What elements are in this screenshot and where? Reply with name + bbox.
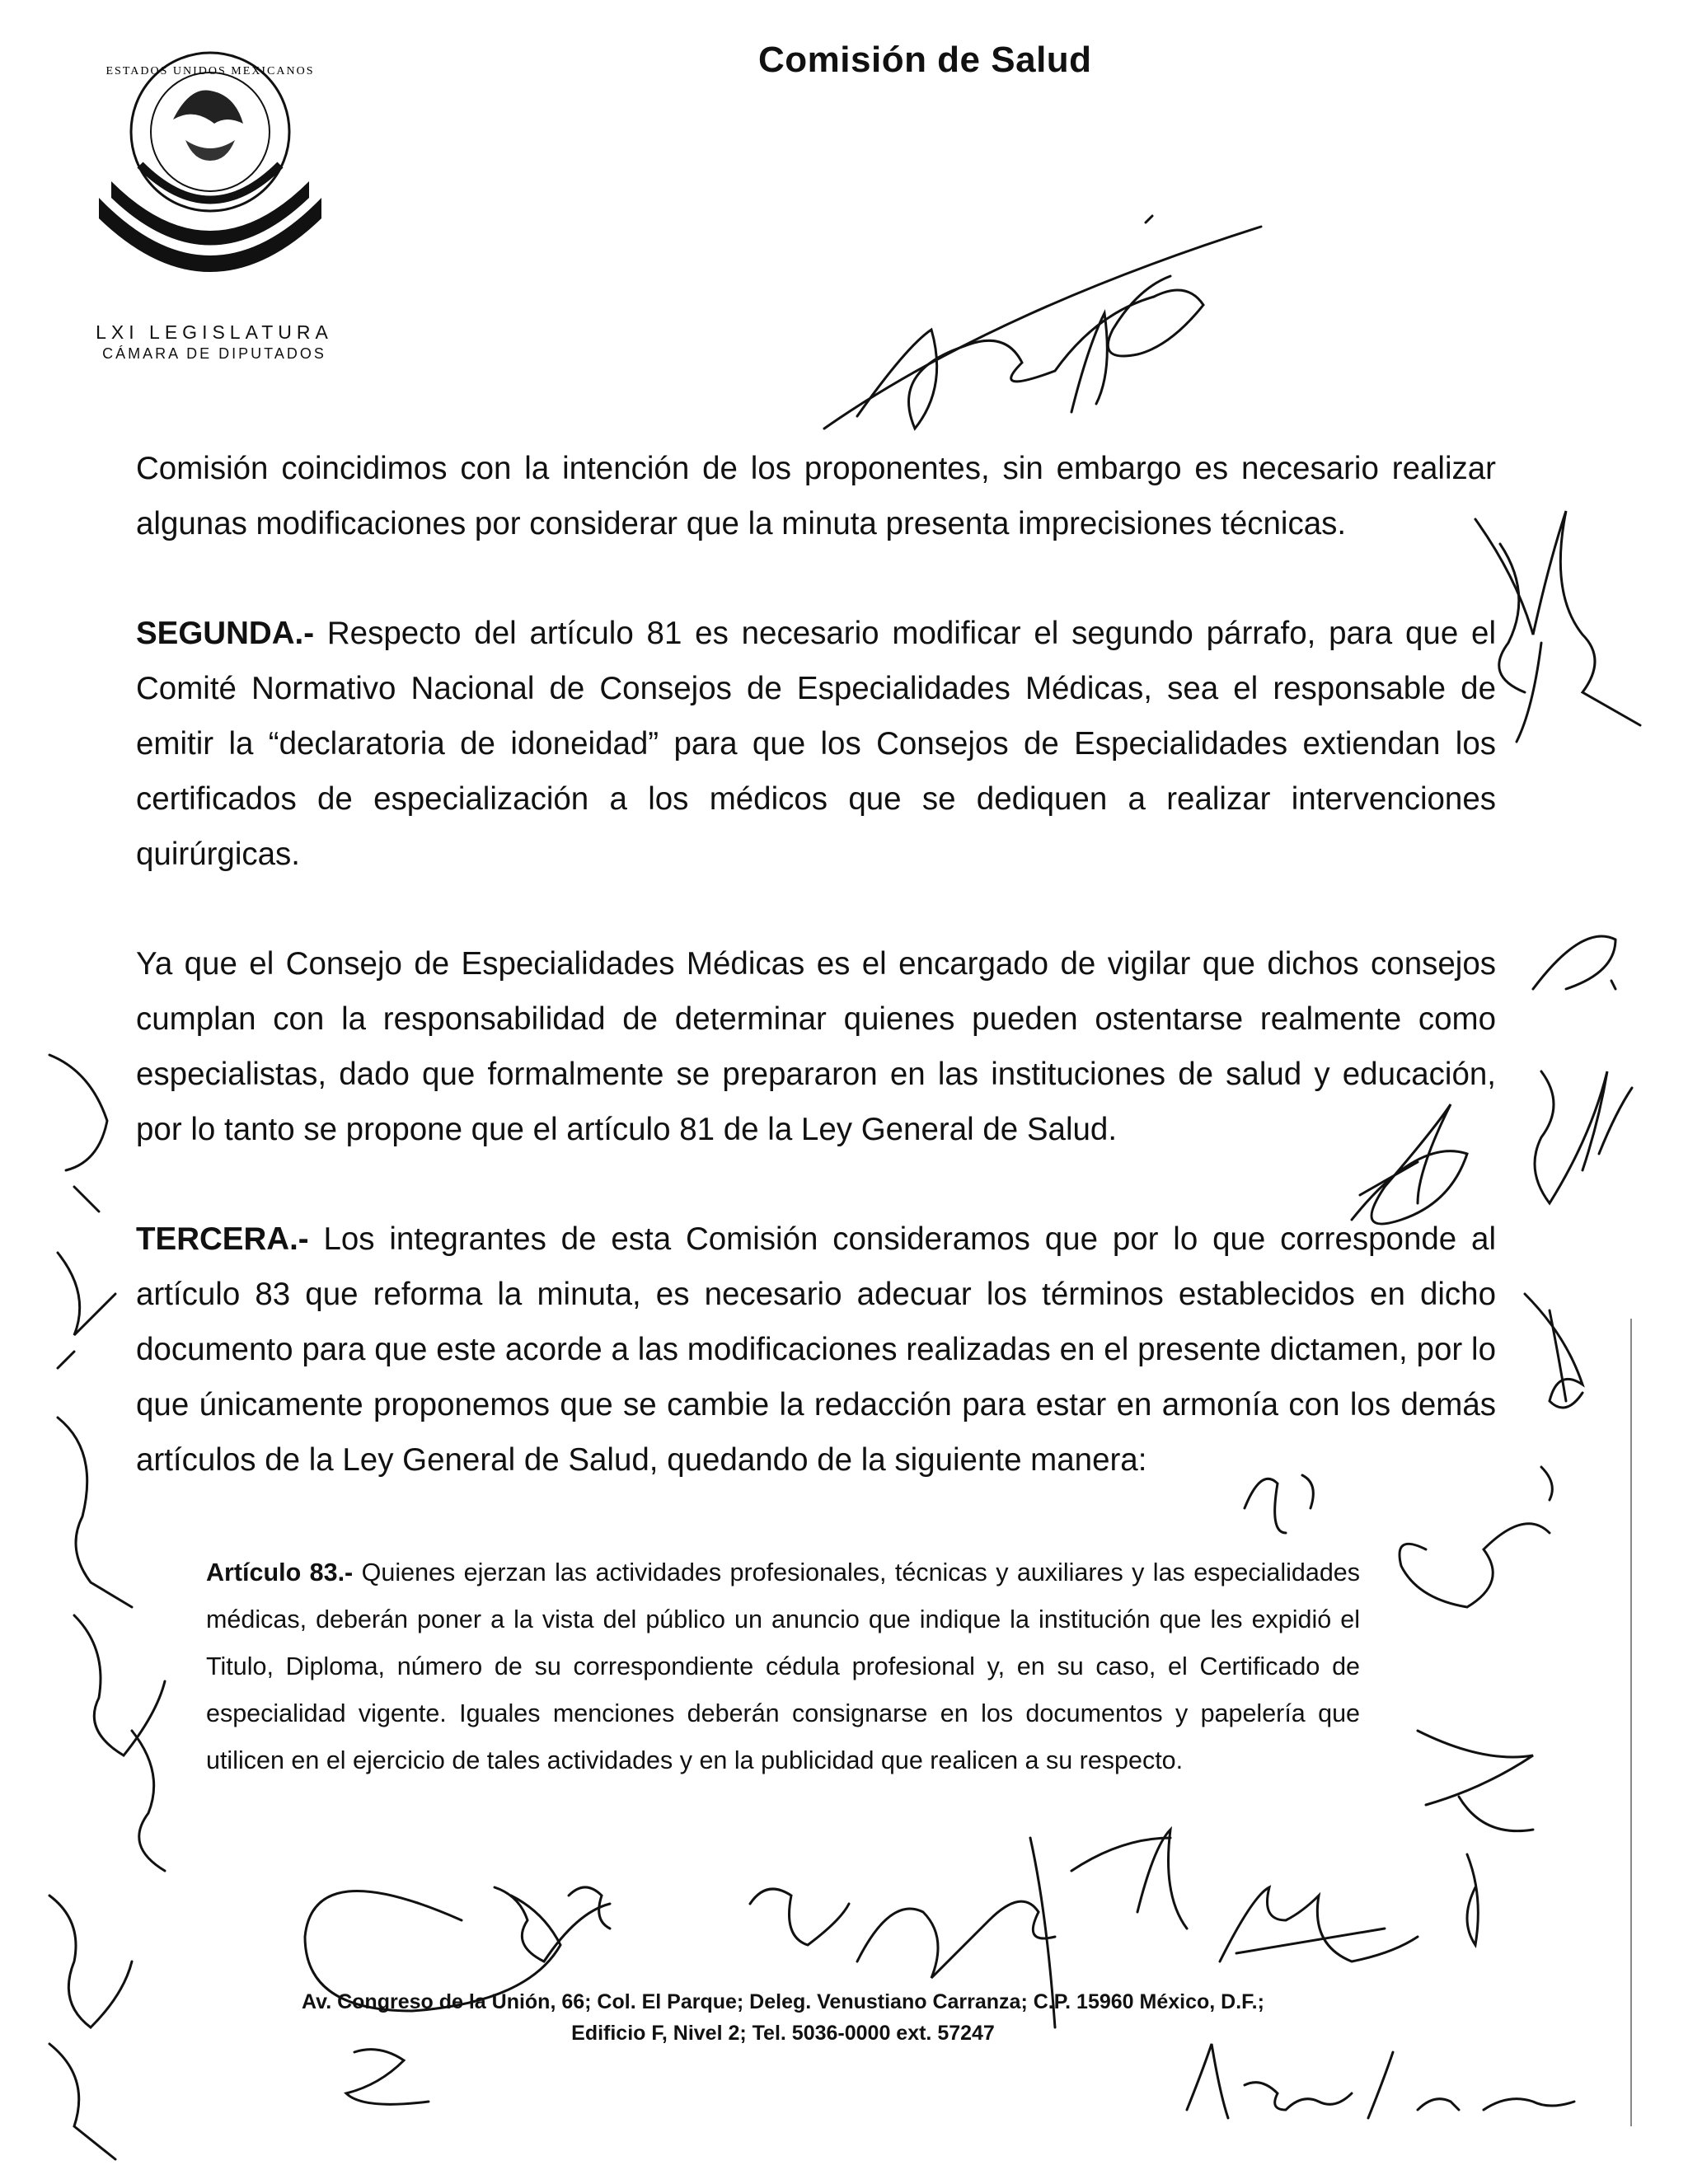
paragraph-segunda <box>136 606 1496 882</box>
paragraph-intro: Comisión coincidimos con la intención de los proponentes, sin embargo es necesario realizar algunas modificaciones por considerar que la minuta presenta imprecisiones técnicas. <box>136 451 1496 541</box>
scan-edge-line <box>1630 1319 1632 2126</box>
signature-top <box>824 216 1261 429</box>
tercera-heading: TERCERA.- <box>136 1221 309 1257</box>
footer-line1: Av. Congreso de la Unión, 66; Col. El Parque; Deleg. Venustiano Carranza; C.P. 15960 México, D.F.; <box>302 1990 1264 2013</box>
svg-text:ESTADOS UNIDOS MEXICANOS: ESTADOS UNIDOS MEXICANOS <box>106 65 315 77</box>
document-body <box>136 441 1496 1542</box>
signature-right-4 <box>1418 1731 1533 1945</box>
legislature-line2: CÁMARA DE DIPUTADOS <box>102 345 326 362</box>
paragraph-consejo: Ya que el Consejo de Especialidades Médicas es el encargado de vigilar que dichos consejos cumplan con la responsabilidad de determinar quienes pueden ostentarse realmente como especialistas, dado que formalmente se prepararon en las instituciones de salud y educación, por lo tanto se propone que el artículo 81 de la Ley General de Salud. <box>136 946 1496 1147</box>
mexican-seal-logo <box>74 41 346 313</box>
segunda-heading: SEGUNDA.- <box>136 616 315 651</box>
paragraph-tercera <box>136 1212 1496 1488</box>
commission-title: Comisión de Salud <box>758 40 1092 80</box>
legislature-label <box>82 321 346 363</box>
segunda-text: Respecto del artículo 81 es necesario modificar el segundo párrafo, para que el Comité Normativo Nacional de Consejos de Especialidades Médicas, sea el responsable de emitir la “declaratoria de idoneidad” para que los Consejos de Especialidades extiendan los certificados de especialización a los médicos que se dediquen a realizar intervenciones quirúrgicas. <box>136 616 1496 872</box>
article-83-quote <box>206 1549 1360 1784</box>
article-83-heading: Artículo 83.- <box>206 1558 354 1586</box>
legislature-line1: LXI LEGISLATURA <box>96 321 333 343</box>
signature-bottom <box>305 1830 1574 2118</box>
signature-right-1 <box>1475 511 1640 742</box>
footer-line2: Edificio F, Nivel 2; Tel. 5036-0000 ext. 57247 <box>571 2022 995 2045</box>
footer-address <box>165 1986 1401 2049</box>
article-83-text: Quienes ejerzan las actividades profesionales, técnicas y auxiliares y las especialidades médicas, deberán poner a la vista del público un anuncio que indique la institución que les expidió el Titulo, Diploma, número de su correspondiente cédula profesional y, en su caso, el Certificado de especialidad vigente. Iguales menciones deberán consignarse en los documentos y papelería que utilicen en el ejercicio de tales actividades y en la publicidad que realicen a su respecto. <box>206 1558 1361 1774</box>
tercera-text: Los integrantes de esta Comisión consideramos que por lo que corresponde al artículo 83 que reforma la minuta, es necesario adecuar los términos establecidos en dicho documento para que este acorde a las modificaciones realizadas en el presente dictamen, por lo que únicamente proponemos que se cambie la redacción para estar en armonía con los demás artículos de la Ley General de Salud, quedando de la siguiente manera: <box>136 1221 1496 1478</box>
